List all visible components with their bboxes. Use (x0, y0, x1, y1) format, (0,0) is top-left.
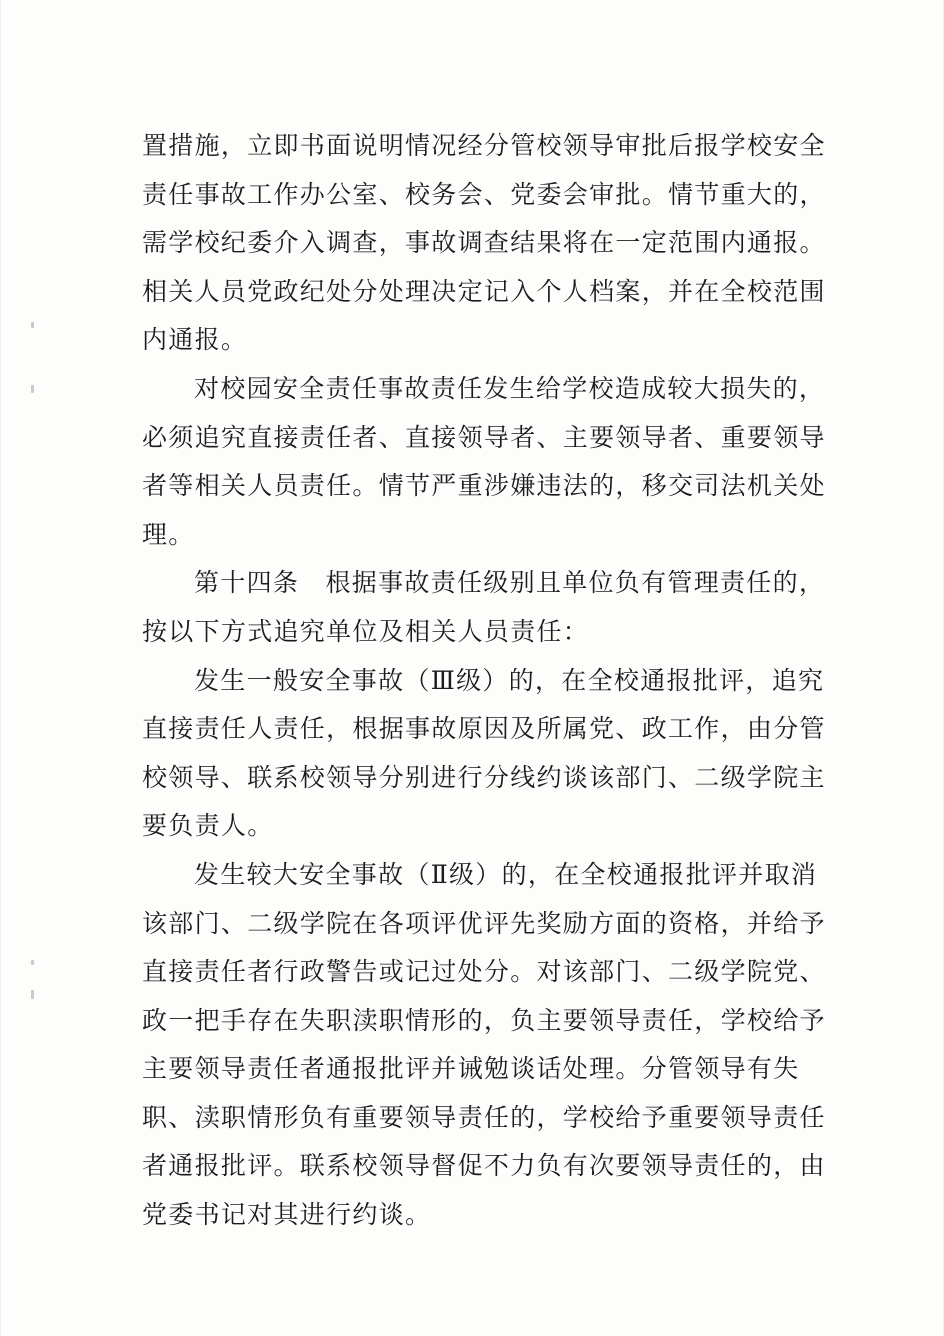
paragraph-line: 者等相关人员责任。情节严重涉嫌违法的，移交司法机关处 (142, 471, 826, 501)
paragraph-line: 者通报批评。联系校领导督促不力负有次要领导责任的，由 (142, 1151, 826, 1181)
scan-margin-mark (31, 960, 34, 965)
paragraph-line: 第十四条 根据事故责任级别且单位负有管理责任的， (194, 568, 826, 598)
paragraph-line: 政一把手存在失职渎职情形的，负主要领导责任，学校给予 (142, 1005, 826, 1035)
paragraph-line: 职、渎职情形负有重要领导责任的，学校给予重要领导责任 (142, 1102, 826, 1132)
paragraph-line: 按以下方式追究单位及相关人员责任： (142, 616, 590, 646)
paragraph-line: 必须追究直接责任者、直接领导者、主要领导者、重要领导 (142, 422, 826, 452)
paragraph (142, 559, 826, 656)
paragraph-line: 责任事故工作办公室、校务会、党委会审批。情节重大的， (142, 179, 826, 209)
paragraph-line: 对校园安全责任事故责任发生给学校造成较大损失的， (194, 373, 826, 403)
paragraph-line: 需学校纪委介入调查，事故调查结果将在一定范围内通报。 (142, 228, 826, 258)
scan-margin-mark (31, 990, 34, 999)
scan-margin-mark (31, 322, 34, 328)
paragraph (142, 657, 826, 851)
paragraph-line: 直接责任者行政警告或记过处分。对该部门、二级学院党、 (142, 957, 826, 987)
paragraph-line: 发生较大安全事故（Ⅱ级）的，在全校通报批评并取消 (194, 859, 818, 889)
paragraph-line: 主要领导责任者通报批评并诫勉谈话处理。分管领导有失 (142, 1054, 800, 1084)
document-body (142, 122, 826, 1240)
paragraph (142, 851, 826, 1240)
paragraph-line: 置措施，立即书面说明情况经分管校领导审批后报学校安全 (142, 131, 826, 160)
paragraph-line: 发生一般安全事故（Ⅲ级）的，在全校通报批评，追究 (194, 665, 825, 695)
paragraph-line: 理。 (142, 519, 195, 549)
paragraph-line: 校领导、联系校领导分别进行分线约谈该部门、二级学院主 (142, 762, 826, 792)
scan-margin-mark (31, 385, 34, 393)
paragraph-line: 该部门、二级学院在各项评优评先奖励方面的资格，并给予 (142, 908, 826, 938)
paragraph-line: 相关人员党政纪处分处理决定记入个人档案，并在全校范围 (142, 276, 826, 306)
paragraph-line: 要负责人。 (142, 811, 274, 841)
paragraph-line: 直接责任人责任，根据事故原因及所属党、政工作，由分管 (142, 714, 826, 744)
paragraph-line: 党委书记对其进行约谈。 (142, 1200, 432, 1230)
paragraph (142, 365, 826, 559)
paragraph (142, 122, 826, 365)
paragraph-line: 内通报。 (142, 325, 248, 355)
